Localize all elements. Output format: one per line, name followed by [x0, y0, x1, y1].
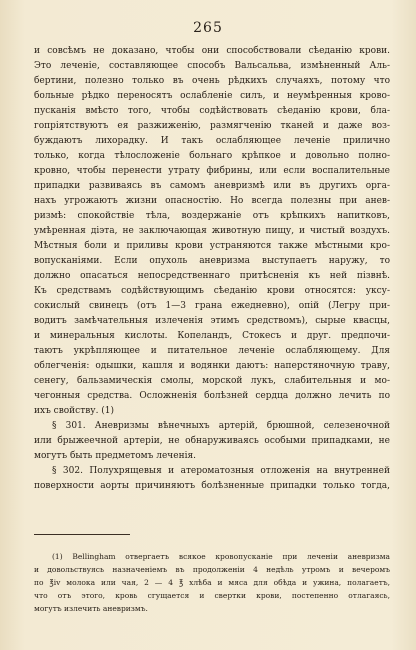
footnote-line: могутъ излечить аневризмъ.	[34, 604, 148, 613]
footnote-line: по ℥iv молока или чая, 2 — 4 ℥ хлѣба и мяса для обѣда и ужина, полагаетъ,	[34, 578, 390, 587]
text-line: таютъ укрѣпляющее и питательное леченіе ослабляющему. Для	[34, 346, 390, 356]
text-line: Это леченіе, составляющее способъ Вальсальва, измѣненный Аль-	[34, 61, 390, 71]
text-line: Мѣстныя боли и приливы крови устраняются также мѣстными кро-	[34, 241, 390, 251]
text-line: нахъ угрожаютъ жизни опасностію. Но всегда полезны при анев-	[34, 196, 390, 206]
text-line: сокислый свинецъ (отъ 1—3 грана ежедневно), опій (Легру при-	[34, 301, 390, 311]
footnote-separator	[34, 534, 130, 535]
text-line: ризмѣ: спокойствіе тѣла, воздержаніе отъ крѣпкихъ напитковъ,	[34, 211, 390, 221]
text-line: только, когда тѣлосложеніе больнаго крѣпкое и довольно полно-	[34, 151, 390, 161]
text-line: облегченія: одышки, кашля и водянки даютъ: наперстяночную траву,	[34, 361, 390, 371]
footnote-line: что отъ этого, кровь сгущается и свертки крови, постепенно отлагаясь,	[34, 591, 390, 600]
text-line: ихъ свойству. (1)	[34, 406, 115, 416]
text-line: § 302. Полухрящевыя и атероматозныя отложенія на внутренней	[52, 466, 390, 476]
text-line: или брыжеечной артеріи, не обнаруживаясь особыми припадками, не	[34, 436, 390, 446]
footnote-line: (1) Bellingham отвергаетъ всякое кровопусканіе при леченіи аневризма	[52, 552, 390, 561]
text-line: Къ средствамъ содѣйствующимъ сѣеданію крови относятся: уксу-	[34, 286, 390, 296]
text-line: вопусканіями. Если опухоль аневризма выступаетъ наружу, то	[34, 256, 390, 266]
text-line: должно опасаться непосредственнаго притѣсненія къ ней пізвнѣ.	[34, 271, 390, 281]
page-number: 265	[193, 20, 223, 36]
footnote	[34, 550, 390, 615]
text-line: § 301. Аневризмы вѣнечныхъ артерій, брюшной, селезеночной	[52, 421, 390, 431]
text-line: сенегу, бальзамическія смолы, морской лукъ, слабительныя и мо-	[34, 376, 390, 386]
text-line: кровно, чтобы перенести утрату фибрины, или если воспалительные	[34, 166, 390, 176]
text-line: могутъ быть предметомъ леченія.	[34, 451, 196, 461]
text-line: водитъ замѣчательныя излеченія этимъ средствомъ), сырые квасцы,	[34, 316, 390, 326]
text-line: чегонныя средства. Осложненія болѣзней сердца должно лечить по	[34, 391, 390, 401]
text-line: поверхности аорты причиняютъ болѣзненные припадки только тогда,	[34, 481, 390, 491]
main-text	[34, 44, 390, 494]
text-line: и совсѣмъ не доказано, чтобы они способствовали сѣеданію крови.	[34, 46, 390, 56]
text-line: буждаютъ лихорадку. И такъ ослабляющее леченіе прилично	[34, 136, 390, 146]
text-line: больные рѣдко переносятъ ослабленіе силъ, и неумѣренныя крово-	[34, 91, 390, 101]
footnote-line: и довольствуясь назначеніемъ въ продолженіи 4 недѣль утромъ и вечеромъ	[34, 565, 390, 574]
text-line: пусканія вмѣсто того, чтобы содѣйствовать сѣеданію крови, бла-	[34, 106, 390, 116]
text-line: бертини, полезно только въ очень рѣдкихъ случаяхъ, потому что	[34, 76, 390, 86]
text-line: умѣренная діэта, не заключающая животную пищу, и чистый воздухъ.	[34, 226, 390, 236]
text-line: гопріятствуютъ ея разжиженію, размягченію тканей и даже воз-	[34, 121, 390, 131]
text-line: и минеральныя кислоты. Копеландъ, Стокесъ и друг. предпочи-	[34, 331, 390, 341]
text-line: припадки развиваясь въ самомъ аневризмѣ или въ другихъ орга-	[34, 181, 390, 191]
